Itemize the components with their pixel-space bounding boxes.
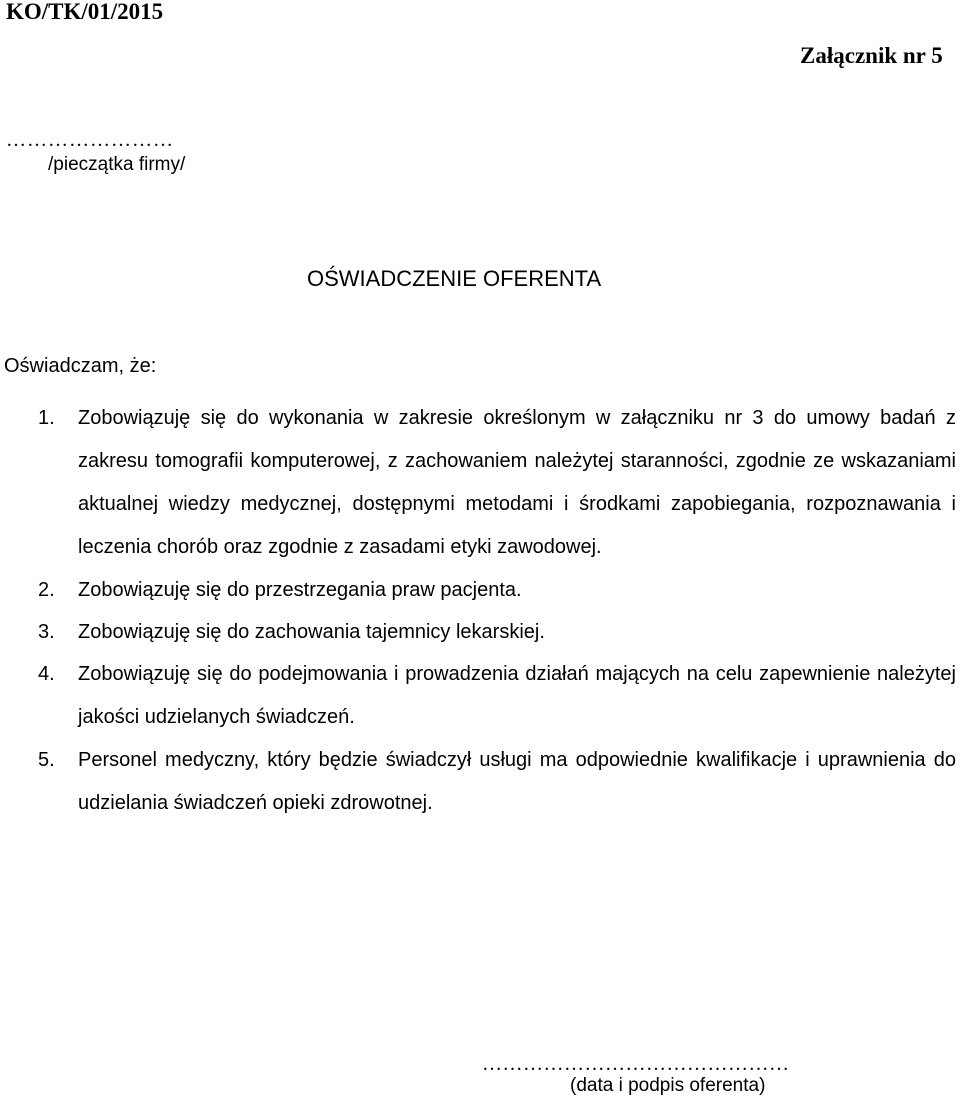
document-reference: KO/TK/01/2015	[6, 0, 164, 24]
declaration-item-4	[38, 653, 956, 739]
intro-text: Oświadczam, że:	[4, 355, 157, 377]
item-number: 2.	[38, 579, 55, 601]
item-number: 1.	[38, 407, 55, 429]
declaration-item-1	[38, 397, 956, 569]
signature-dotted-line: ………………………………………	[482, 1053, 790, 1075]
annex-number: Załącznik nr 5	[800, 43, 943, 68]
item-text: Personel medyczny, który będzie świadczył usługi ma odpowiednie kwalifikacje i uprawnienia do udzielania świadczeń opieki zdrowotnej.	[78, 749, 956, 814]
stamp-label: /pieczątka firmy/	[48, 154, 186, 175]
declaration-item-5	[38, 739, 956, 825]
item-number: 5.	[38, 749, 55, 771]
signature-label: (data i podpis oferenta)	[570, 1075, 766, 1096]
declaration-item-2	[38, 569, 956, 611]
item-text: Zobowiązuję się do wykonania w zakresie określonym w załączniku nr 3 do umowy badań z zakresu tomografii komputerowej, z zachowaniem należytej staranności, zgodnie ze wskazaniami aktualnej wiedzy medycznej, dostępnymi metodami i środkami zapobiegania, rozpoznawania i leczenia chorób oraz zgodnie z zasadami etyki zawodowej.	[78, 407, 956, 558]
item-number: 4.	[38, 663, 55, 685]
declaration-item-3	[38, 611, 956, 653]
item-number: 3.	[38, 621, 55, 643]
item-text: Zobowiązuję się do zachowania tajemnicy lekarskiej.	[78, 621, 545, 643]
item-text: Zobowiązuję się do podejmowania i prowadzenia działań mających na celu zapewnienie należytej jakości udzielanych świadczeń.	[78, 663, 956, 728]
stamp-dotted-line: ……………………	[6, 129, 174, 151]
item-text: Zobowiązuję się do przestrzegania praw pacjenta.	[78, 579, 522, 601]
document-title: OŚWIADCZENIE OFERENTA	[307, 266, 602, 291]
declaration-list	[38, 397, 956, 825]
